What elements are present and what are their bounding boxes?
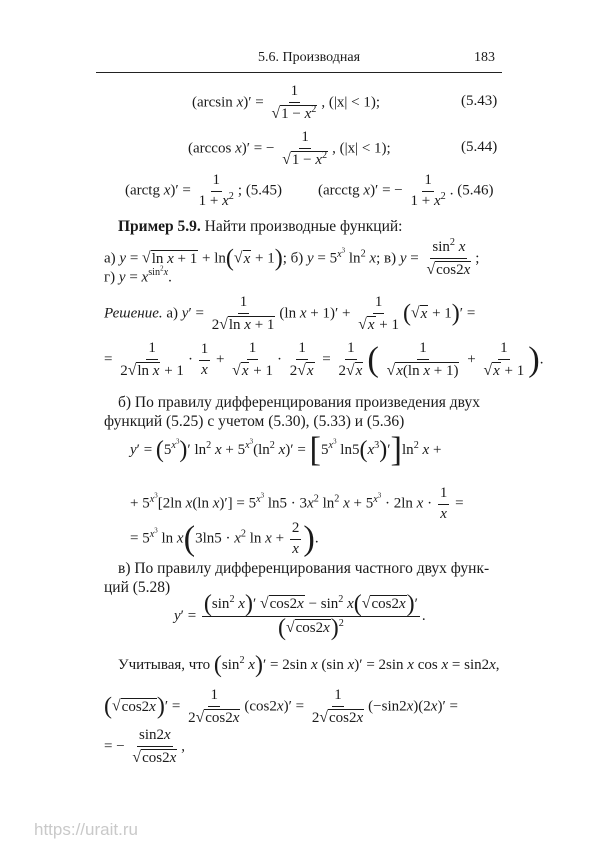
formula-arccos: (arccos x)′ = − $\frac{1}{√1 - x^2}$ , (|x| < 1); [188, 129, 391, 168]
solution-b-line3: = $5^{x^3}$ $\ln x(3\ln 5 \cdot x^2$ ln x + $\frac{2}{x}$ ). [130, 519, 319, 558]
page-number: 183 [474, 50, 495, 65]
solution-a-line1: Решение. а) y′ = $\frac{1}{\text{2√ln x + 1}}$ (ln x + 1)′ + $\frac{1}{√x + 1}$ (√x + 1)′ = [104, 294, 476, 333]
equation-number-5-43: (5.43) [461, 93, 498, 109]
example-label: Пример 5.9. [118, 218, 201, 235]
solution-b-line1: $y' = (5^{x^3})'$ $\ln^2 x + 5^{x^3}(\ln^2$ $x)' = [5^{x^3}$ $\ln 5(x^3)']\ln^2$ x + [130, 431, 442, 469]
equation-number-5-44: (5.44) [461, 139, 498, 155]
part-b-text-line2: функций (5.25) с учетом (5.30), (5.33) и (5.36) [104, 413, 405, 430]
header-rule [96, 72, 502, 73]
part-c-text-line2: ций (5.28) [104, 579, 171, 596]
given-line3: = − $\frac{\sin 2x}{√\cos 2x}$ , [104, 727, 185, 766]
example-function-g: г) $y = x^{sin^2x}$. [104, 266, 172, 286]
given-line: Учитывая, что ($\sin^2$ x)′ = 2sin x (sin x)′ = 2sin x cos x = sin2x, [118, 652, 500, 678]
equation-number-5-46: (5.46) [457, 182, 494, 199]
given-line2: (√cos2x)′ = $\frac{1}{2√\cos 2x}$ (cos2x)′ = $\frac{1}{2√\cos 2x}$ (−sin2x)(2x)′ = [104, 687, 458, 726]
example-task: Найти производные функций: [204, 218, 403, 235]
equation-number-5-45: (5.45) [245, 182, 283, 199]
example-heading [118, 219, 403, 235]
part-c-text-line1: в) По правилу дифференцирования частного двух функ- [118, 560, 490, 577]
part-b-text-line1: б) По правилу дифференцирования произведения двух [118, 394, 480, 411]
solution-b-line2: + $5^{x^3}[2\ln$ x(ln $x)'] = 5^{x^3}$ $\ln 5 \cdot 3x^2$ $\ln^2 x + 5^{x^3} \cdot 2\ln$ x · $\frac{1}{x}$ = [130, 485, 464, 522]
given-word: Учитывая, что [118, 657, 211, 674]
solution-label: Решение. [104, 305, 163, 322]
watermark-url: https://urait.ru [34, 820, 138, 839]
running-header: 5.6. Производная [258, 50, 361, 65]
formula-arcctg: (arcctg x)′ = − $\frac{1}{1 + x^2}$ . (5.46) [318, 172, 494, 209]
solution-c-formula: y′ = $\frac{(\sin^2 x)' √\cos 2x - \sin^2 x(√\cos 2x)'}{(√\cos 2x)^2}$ . [174, 591, 426, 642]
example-functions-line: а) y = √ln x + 1 + ln(√x + 1); б) $y = 5^{x^3}$ $\ln^2 x$; в) y = $\frac{\sin^2 x}{√\cos 2x}$ ; [104, 237, 480, 278]
solution-a-line2: = $\frac{1}{\text{2√ln x + 1}}$ · $\frac{1}{x}$ + $\frac{1}{√x + 1}$ · $\frac{1}{2√x}$ = $\frac{1}{2√x}$ ( $\frac{1}{\text{√x(ln x + 1)}}$ + $\frac{1}{√x + 1}$ ). [104, 340, 544, 379]
formula-arcsin: (arcsin x)′ = $\frac{1}{√1 - x^2}$ , (|x| < 1); [192, 83, 380, 122]
formula-arctg: (arctg x)′ = $\frac{1}{1 + x^2}$ ; (5.45) [125, 172, 283, 209]
